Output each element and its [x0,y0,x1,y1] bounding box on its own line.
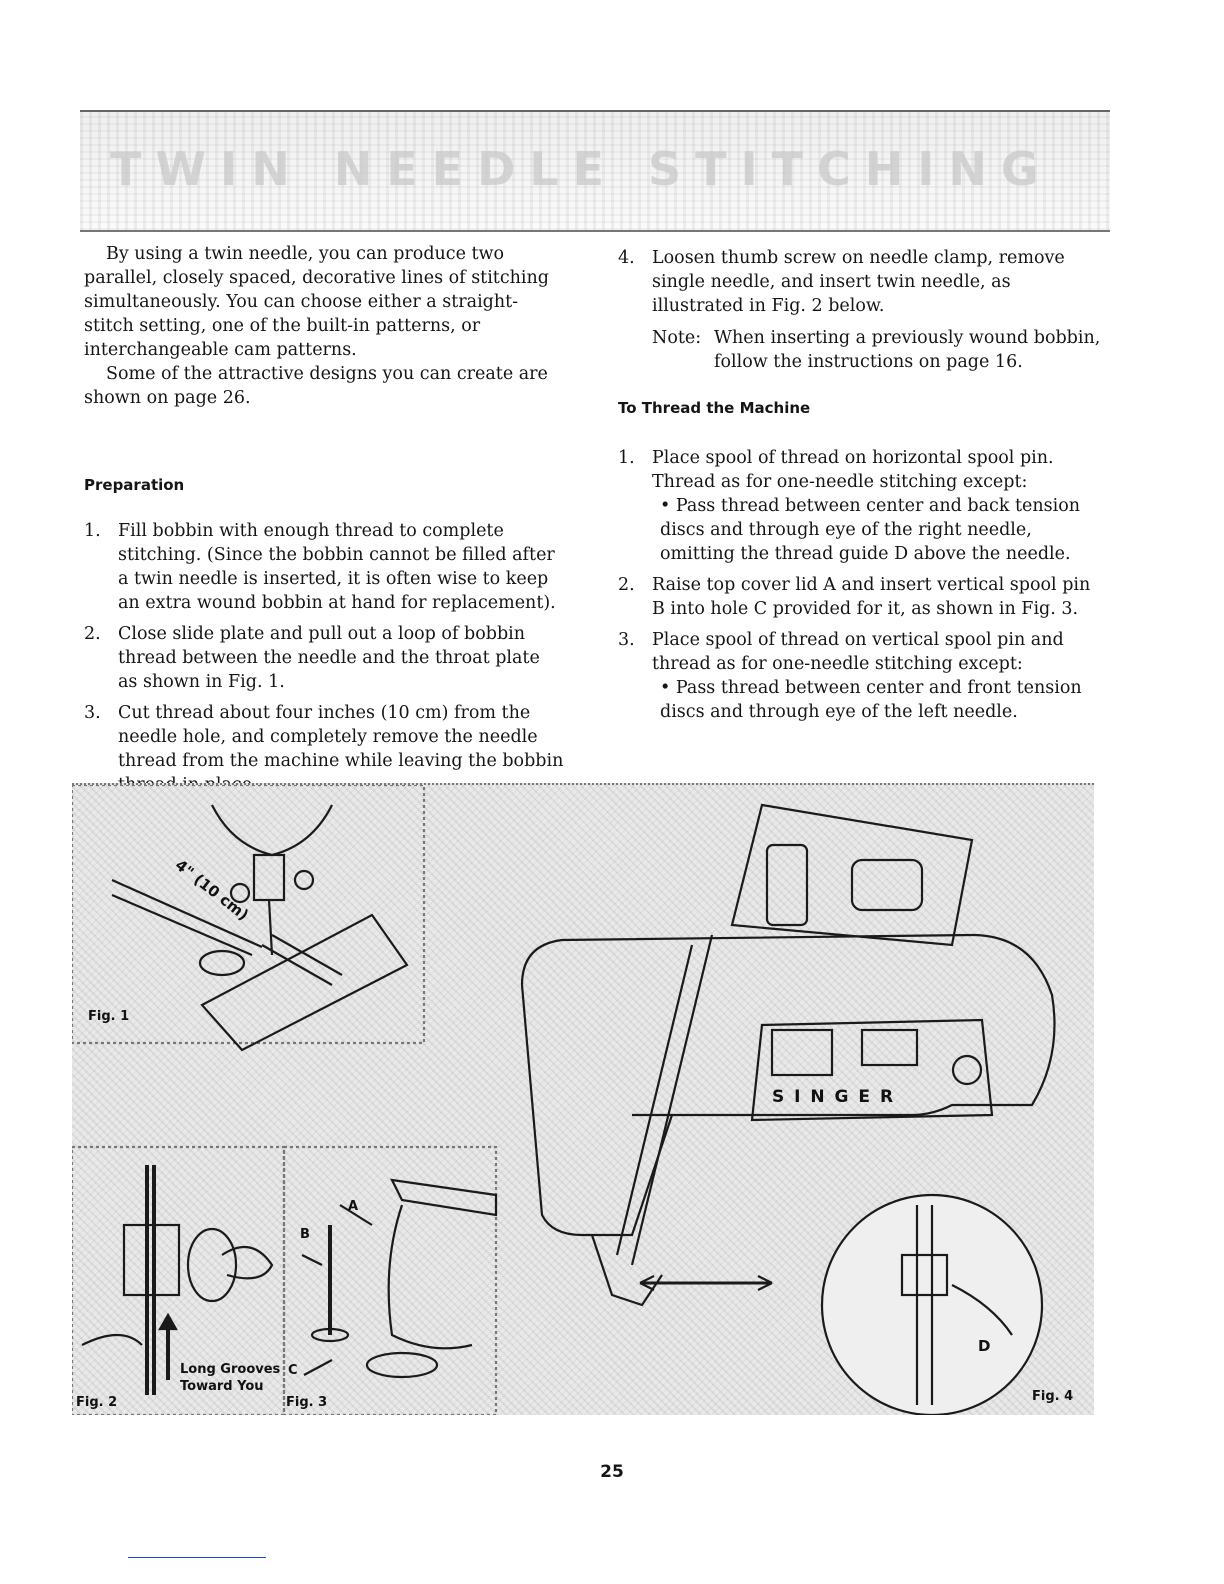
intro-paragraph-1: By using a twin needle, you can produce two parallel, closely spaced, decorative lines of stitching simultaneously. You can choose either a straight-stitch setting, one of the built-in patterns, or interchangeable cam patterns. [84,244,549,360]
note-label: Note: [652,328,702,348]
fig2-caption-1: Long Grooves [180,1362,281,1377]
fig4-dial-1 [772,1030,832,1075]
list-item: 2. Raise top cover lid A and insert vertical spool pin B into hole C provided for it, as shown in Fig. 3. [618,575,1091,619]
fig3-frame [284,1147,496,1415]
fig3-letter-a: A [348,1199,359,1214]
list-item: 1. Fill bobbin with enough thread to complete stitching. (Since the bobbin cannot be filled after a twin needle is inserted, it is often wise to keep an extra wound bobbin at hand for replacement). [84,521,556,613]
fig4-letter-d: D [978,1337,991,1355]
fig2-caption-2: Toward You [180,1379,264,1394]
fig3-label: Fig. 3 [286,1395,328,1410]
fig1-arm [212,805,332,855]
right-column [618,246,1104,731]
fig4-spool-2 [852,860,922,910]
footer-rule [128,1557,266,1558]
fig4-brand: S I N G E R [772,1087,896,1107]
page-title: TWIN NEEDLE STITCHING [110,142,1053,196]
list-item: 1. Place spool of thread on horizontal spool pin. Thread as for one-needle stitching except: • Pass thread between center and back tension discs and through eye of the right needle, omitting the thread guide D above the needle. [618,446,1104,566]
title-banner [80,110,1110,232]
fig2-finger [222,1247,272,1278]
fig4-thread-path [632,935,712,1265]
threading-steps [618,446,1104,724]
fig1-label: Fig. 1 [88,1009,130,1024]
fig4-dial-2 [862,1030,917,1065]
illustration-drawing [72,785,1094,1415]
threading-heading: To Thread the Machine [618,399,811,417]
fig1-needle [269,900,272,955]
preparation-heading: Preparation [84,476,185,494]
list-item: 3. Place spool of thread on vertical spool pin and thread as for one-needle stitching except: • Pass thread between center and front tension discs and through eye of the left needle. [618,628,1104,724]
left-column [84,242,564,804]
fig4-singer-logo [953,1056,981,1084]
fig2-needle-clamp [124,1225,179,1295]
fig4-label: Fig. 4 [1032,1389,1074,1404]
fig4-spool-1 [767,845,807,925]
fig3-hole [367,1353,437,1377]
fig2-thumb-screw [188,1229,236,1301]
intro-paragraph-2: Some of the attractive designs you can create are shown on page 26. [84,364,548,408]
list-item: 3. Cut thread about four inches (10 cm) from the needle hole, and completely remove the needle thread from the machine while leaving the bobbin [84,703,564,771]
page-number: 25 [600,1462,624,1482]
note [652,326,1104,374]
fig3-top-cover [392,1180,496,1215]
fig2-label: Fig. 2 [76,1395,118,1410]
list-item: 4. Loosen thumb screw on needle clamp, remove single needle, and insert twin needle, as illustrated in Fig. 2 below. Note: When inserting a previously wound bobbin, follow the instructions on page 16. [618,246,1104,374]
fig3-letter-c: C [288,1363,298,1378]
bullet-text: • Pass thread between center and front tension discs and through eye of the left needle. [660,678,1082,722]
fig4-machine-front [522,985,672,1235]
preparation-steps-continued [618,246,1104,374]
fig1-needle-clamp [254,855,284,900]
fig3-letter-b: B [300,1227,310,1242]
list-item: 2. Close slide plate and pull out a loop of bobbin thread between the needle and the throat plate as shown in Fig. 1. [84,624,540,692]
fig1-throat-plate [202,915,407,1050]
preparation-steps [84,519,564,797]
bullet-text: • Pass thread between center and back tension discs and through eye of the right needle, omitting the thread guide D above the needle. [660,496,1081,564]
fig4-presser-foot [592,1235,662,1305]
illustration-panel [72,783,1094,1415]
fig1-measure: 4" (10 cm) [171,855,253,925]
note-text: When inserting a previously wound bobbin, follow the instructions on page 16. [714,328,1101,372]
